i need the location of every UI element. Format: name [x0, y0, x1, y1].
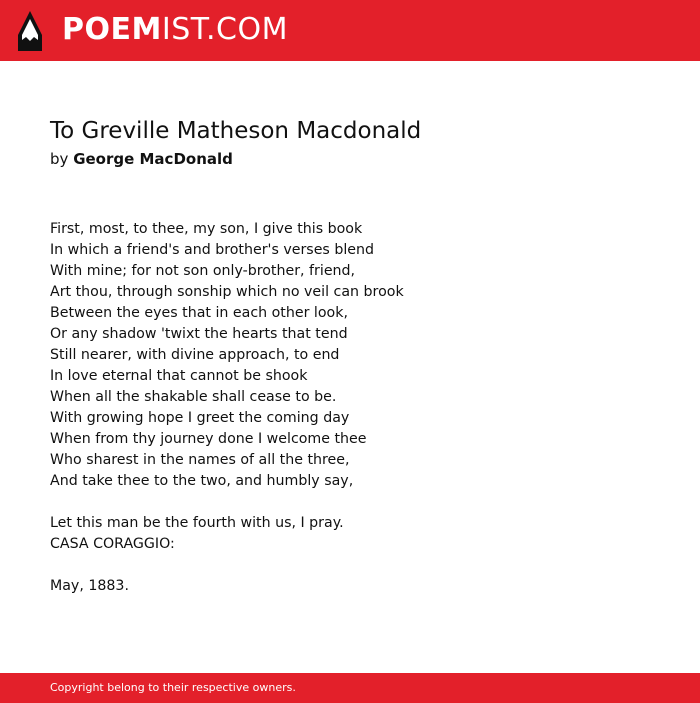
poem-line: In love eternal that cannot be shook	[50, 368, 308, 384]
poem-line: Who sharest in the names of all the three,	[50, 452, 350, 468]
poem-line: With growing hope I greet the coming day	[50, 410, 350, 426]
poem-line: In which a friend's and brother's verses blend	[50, 242, 375, 258]
site-footer	[0, 673, 700, 703]
brand-bold: POEM	[62, 12, 162, 47]
poem-line: Or any shadow 'twixt the hearts that tend	[50, 326, 348, 342]
poem-line: With mine; for not son only-brother, friend,	[50, 263, 356, 279]
pencil-tip-icon[interactable]	[17, 10, 43, 52]
poem-line: Art thou, through sonship which no veil can brook	[50, 284, 404, 300]
poem-line: CASA CORAGGIO:	[50, 536, 175, 552]
poem-line: When from thy journey done I welcome thee	[50, 431, 367, 447]
site-brand[interactable]	[62, 12, 288, 48]
author-name: George MacDonald	[73, 150, 233, 168]
copyright-text: Copyright belong to their respective owners.	[50, 681, 296, 694]
poem-line: When all the shakable shall cease to be.	[50, 389, 337, 405]
poem-line: And take thee to the two, and humbly say,	[50, 473, 354, 489]
poem-body	[50, 219, 404, 597]
poem-byline	[50, 149, 233, 169]
poem-line: Still nearer, with divine approach, to end	[50, 347, 340, 363]
poem-line: Let this man be the fourth with us, I pray.	[50, 515, 344, 531]
poem-line: May, 1883.	[50, 578, 129, 594]
stanza-gap	[50, 555, 404, 576]
by-label: by	[50, 150, 69, 168]
stanza-gap	[50, 492, 404, 513]
poem-title: To Greville Matheson Macdonald	[50, 118, 422, 144]
site-header	[0, 0, 700, 61]
poem-line: First, most, to thee, my son, I give this book	[50, 221, 363, 237]
brand-light: IST.COM	[161, 12, 288, 47]
poem-line: Between the eyes that in each other look,	[50, 305, 348, 321]
